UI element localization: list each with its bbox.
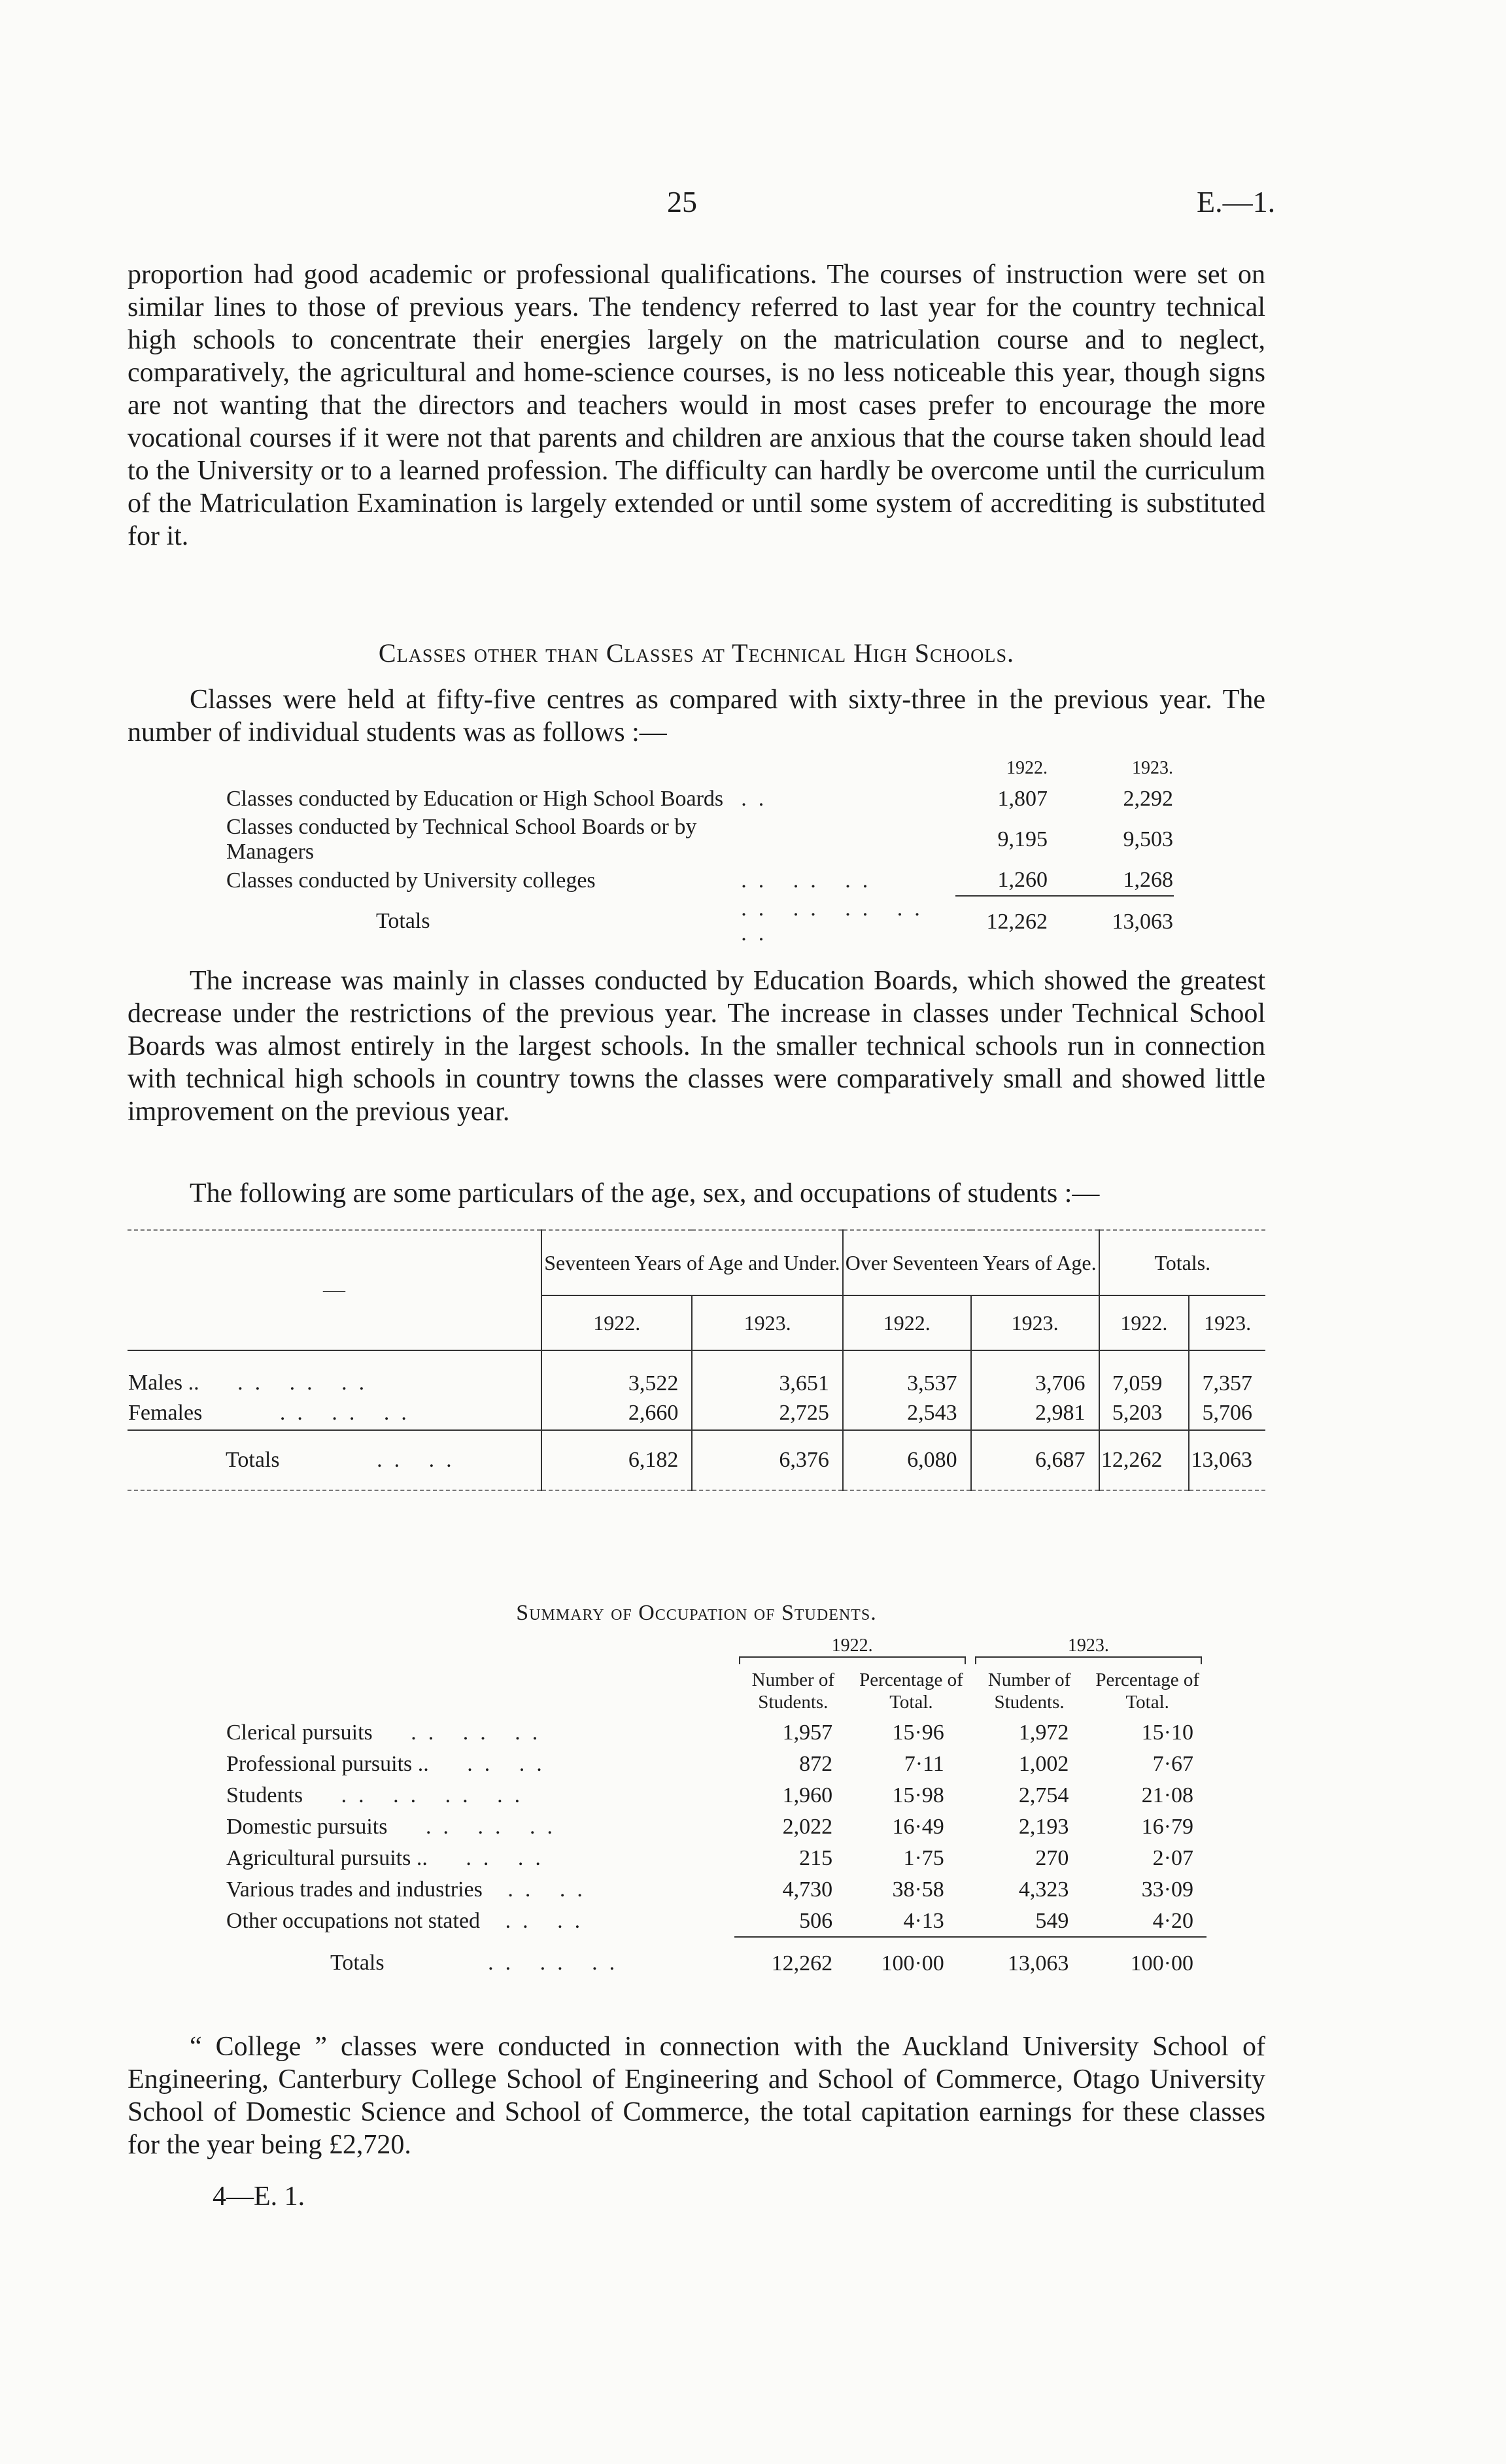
group-header: Seventeen Years of Age and Under. [541, 1230, 843, 1295]
number-1923: 2,754 [1018, 1783, 1069, 1807]
leader-dots: .. .. [467, 1752, 554, 1776]
total-number-1922: 12,262 [771, 1951, 833, 1976]
row-label: Classes conducted by University colleges [226, 868, 596, 893]
document-reference: E.—1. [1197, 185, 1276, 218]
leader-dots: .. .. .. .. .. [741, 897, 932, 946]
leader-dots: .. [741, 786, 776, 811]
value-1922: 1,807 [997, 786, 1048, 811]
column-header: Percentage of Total. [859, 1669, 963, 1713]
total-percentage-1923: 100·00 [1130, 1951, 1193, 1976]
row-label: Clerical pursuits [226, 1720, 373, 1745]
table-row [128, 1350, 1265, 1396]
year-header: 1922. [1099, 1295, 1189, 1350]
occupation-table-title: Summary of Occupation of Students. [516, 1601, 877, 1625]
footer-signature: 4—E. 1. [213, 2182, 305, 2212]
college-paragraph: “ College ” classes were conducted in connection with the Auckland University School of Engineering, Canterbury College School of Engineering and School of Commerce, Otago University School of Domestic Science and School of Commerce, the total capitation earnings for these classes for the year being £2,720. [128, 2032, 1265, 2160]
row-label: Professional pursuits .. [226, 1752, 429, 1776]
group-header: Totals. [1099, 1230, 1266, 1295]
group-header: Over Seventeen Years of Age. [843, 1230, 1099, 1295]
total-cell: 12,262 [1099, 1430, 1189, 1490]
number-1923: 549 [970, 1906, 1089, 1937]
value-cell: 2,725 [692, 1396, 842, 1430]
table-row [226, 865, 1174, 896]
percentage-1922: 16·49 [892, 1815, 944, 1839]
number-1923: 1,002 [1018, 1752, 1069, 1776]
value-cell: 2,660 [541, 1396, 692, 1430]
brace-decoration [739, 1656, 966, 1664]
percentage-1922: 15·98 [892, 1783, 944, 1807]
totals-row [226, 1937, 1207, 1989]
number-1923: 270 [1035, 1846, 1069, 1870]
table-row [226, 1780, 1207, 1811]
total-cell: 6,182 [541, 1430, 692, 1490]
leader-dots: .. .. .. .. [341, 1783, 532, 1807]
increase-paragraph: The increase was mainly in classes conducted by Education Boards, which showed the greatest decrease under the restrictions of the previous year. The increase in classes under Technical School Boards was almost entirely in the largest schools. In the smaller technical schools run in connection with technical high schools in country towns the classes were comparatively small and showed little improvement on the previous year. [128, 966, 1265, 1127]
percentage-1923: 21·08 [1141, 1783, 1193, 1807]
value-cell: 5,203 [1099, 1396, 1189, 1430]
value-cell: 7,059 [1099, 1350, 1189, 1396]
brace-decoration [975, 1656, 1202, 1664]
year-header: 1923. [971, 1295, 1099, 1350]
leader-dots: .. .. .. [488, 1951, 627, 1975]
value-1923: 9,503 [1123, 827, 1173, 851]
value-cell: 3,537 [843, 1350, 971, 1396]
total-number-1923: 13,063 [1007, 1951, 1069, 1976]
year-header: 1922. [541, 1295, 692, 1350]
year-header: 1923. [692, 1295, 842, 1350]
table-row [226, 1874, 1207, 1906]
table-row [226, 1811, 1207, 1843]
value-cell: 3,706 [971, 1350, 1099, 1396]
number-1922: 1,960 [782, 1783, 833, 1807]
year-header: 1923. [1132, 758, 1173, 778]
number-1923: 2,193 [1018, 1815, 1069, 1839]
value-cell: 3,651 [692, 1350, 842, 1396]
percentage-1922: 1·75 [903, 1846, 944, 1870]
column-header: Number of Students. [987, 1669, 1071, 1713]
number-1922: 872 [799, 1752, 833, 1776]
percentage-1923: 16·79 [1141, 1815, 1193, 1839]
leader-dots: .. .. [377, 1448, 464, 1472]
table-row [226, 1906, 1207, 1937]
percentage-1922: 4·13 [852, 1906, 970, 1937]
value-cell: 5,706 [1189, 1396, 1265, 1430]
number-1922: 2,022 [782, 1815, 833, 1839]
value-1922: 1,260 [955, 865, 1048, 896]
row-label: Males .. [128, 1371, 199, 1395]
row-label: Agricultural pursuits .. [226, 1846, 428, 1870]
percentage-1923: 33·09 [1141, 1877, 1193, 1902]
row-label: Various trades and industries [226, 1877, 483, 1902]
leader-dots [740, 814, 955, 865]
particulars-intro: The following are some particulars of the age, sex, and occupations of students :— [190, 1178, 1100, 1208]
number-1923: 1,972 [1018, 1720, 1069, 1745]
number-1922: 1,957 [782, 1720, 833, 1745]
row-label: Students [226, 1783, 303, 1807]
intro-paragraph: proportion had good academic or professional qualifications. The courses of instruction were set on similar lines to those of previous years. The tendency referred to last year for the country technical high schools to concentrate their energies largely on the matriculation course and to neglect, comparatively, the agricultural and home-science courses, is no less noticeable this year, though signs are not wanting that the directors and teachers would in most cases prefer to encourage the more vocational courses if it were not that parents and children are anxious that the course taken should lead to the University or to a learned profession. The difficulty can hardly be overcome until the curriculum of the Matriculation Examination is largely extended or until some system of accrediting is substituted for it. [128, 260, 1265, 551]
value-cell: 3,522 [541, 1350, 692, 1396]
total-cell: 13,063 [1189, 1430, 1265, 1490]
value-1922: 9,195 [997, 827, 1048, 851]
leader-dots: .. .. [466, 1846, 553, 1870]
number-1923: 4,323 [1018, 1877, 1069, 1902]
value-cell: 7,357 [1189, 1350, 1265, 1396]
totals-row [226, 896, 1174, 947]
percentage-1922: 38·58 [892, 1877, 944, 1902]
totals-label: Totals [376, 909, 430, 933]
totals-row [128, 1430, 1265, 1490]
percentage-1923: 15·10 [1141, 1720, 1193, 1745]
row-label: Classes conducted by Technical School Boards or by Managers [226, 815, 697, 864]
percentage-1923: 7·67 [1152, 1752, 1193, 1776]
table-row [226, 1749, 1207, 1780]
leader-dots: .. .. .. [237, 1371, 377, 1395]
value-1923: 1,268 [1048, 865, 1174, 896]
row-label: Other occupations not stated [226, 1909, 481, 1933]
totals-label: Totals [226, 1448, 280, 1472]
year-header: 1922. [1006, 758, 1048, 778]
number-1922: 215 [799, 1846, 833, 1870]
table-row [128, 1396, 1265, 1430]
number-1922: 4,730 [782, 1877, 833, 1902]
percentage-1923: 4·20 [1088, 1906, 1207, 1937]
section-heading: Classes other than Classes at Technical High Schools. [378, 638, 1015, 668]
leader-dots: .. .. [505, 1909, 592, 1933]
leader-dots: .. .. [507, 1877, 594, 1902]
year-header: 1922. [843, 1295, 971, 1350]
year-header: 1922. [734, 1635, 970, 1665]
totals-label: Totals [330, 1951, 385, 1975]
table-row [226, 783, 1174, 814]
table-row [226, 814, 1174, 865]
row-label: Females [128, 1400, 203, 1425]
total-cell: 6,687 [971, 1430, 1099, 1490]
percentage-1923: 2·07 [1152, 1846, 1193, 1870]
total-cell: 6,080 [843, 1430, 971, 1490]
year-header: 1923. [970, 1635, 1207, 1665]
total-1922: 12,262 [986, 909, 1048, 934]
occupation-summary-table [226, 1635, 1207, 1989]
corner-dash: — [323, 1278, 345, 1302]
column-header: Number of Students. [751, 1669, 835, 1713]
age-sex-table [128, 1229, 1265, 1491]
value-cell: 2,543 [843, 1396, 971, 1430]
total-1923: 13,063 [1112, 909, 1173, 934]
row-label: Domestic pursuits [226, 1815, 388, 1839]
total-cell: 6,376 [692, 1430, 842, 1490]
row-label: Classes conducted by Education or High School Boards [226, 786, 724, 811]
classes-paragraph: Classes were held at fifty-five centres as compared with sixty-three in the previous year. The number of individual students was as follows :— [128, 685, 1265, 747]
value-1923: 2,292 [1123, 786, 1173, 811]
table-row [226, 1843, 1207, 1874]
percentage-1922: 7·11 [904, 1752, 944, 1776]
page-number: 25 [667, 185, 697, 218]
total-percentage-1922: 100·00 [881, 1951, 944, 1976]
leader-dots: .. .. .. [741, 868, 880, 893]
leader-dots: .. .. .. [411, 1720, 550, 1745]
percentage-1922: 15·96 [892, 1720, 944, 1745]
leader-dots: .. .. .. [425, 1815, 564, 1839]
column-header: Percentage of Total. [1095, 1669, 1199, 1713]
year-header: 1923. [1189, 1295, 1265, 1350]
leader-dots: .. .. .. [279, 1400, 419, 1425]
number-1922: 506 [734, 1906, 853, 1937]
students-by-class-table [226, 753, 1174, 947]
value-cell: 2,981 [971, 1396, 1099, 1430]
table-row [226, 1717, 1207, 1749]
